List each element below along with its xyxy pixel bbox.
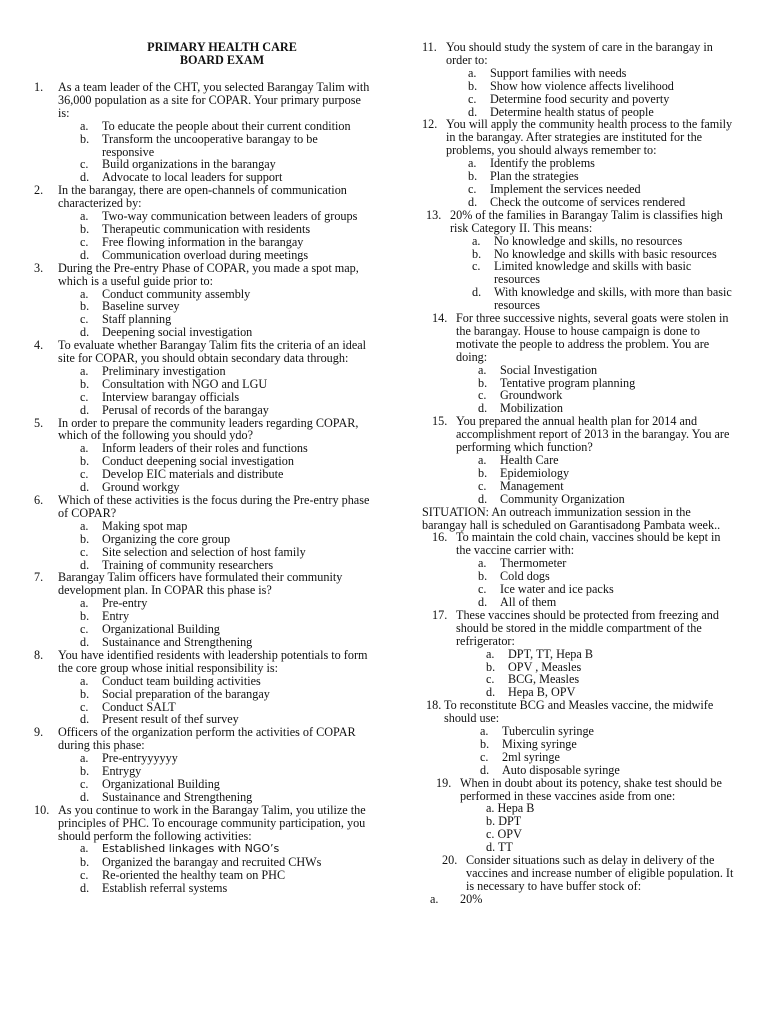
- option-label: b.: [480, 736, 490, 751]
- option-text: Plan the strategies: [490, 169, 579, 184]
- question-number: 13.: [426, 207, 442, 222]
- question-number: 10.: [34, 802, 50, 817]
- option-text: Entrygy: [102, 764, 142, 779]
- question-number: 5.: [34, 415, 44, 430]
- option-text: 2ml syringe: [502, 749, 560, 764]
- option-item: [80, 791, 370, 804]
- option-label: b.: [80, 131, 90, 146]
- option-item: [468, 196, 736, 209]
- option-text: Perusal of records of the barangay: [102, 402, 269, 417]
- option-text: Conduct team building activities: [102, 673, 261, 688]
- options-list: [444, 725, 736, 777]
- option-text: Making spot map: [102, 518, 188, 533]
- option-label: d.: [468, 104, 478, 119]
- question-text: In the barangay, there are open-channels of communication characterized by:: [58, 183, 347, 211]
- option-label: d.: [486, 685, 496, 700]
- option-text: Establish referral systems: [102, 881, 228, 896]
- question-text: To reconstitute BCG and Measles vaccine, the midwife should use:: [444, 698, 714, 726]
- options-list: [58, 442, 370, 494]
- options-list: [456, 454, 736, 506]
- option-text: Check the outcome of services rendered: [490, 194, 686, 209]
- option-text: No knowledge and skills, no resources: [494, 233, 683, 248]
- option-text: Free flowing information in the barangay: [102, 234, 304, 249]
- option-label: c.: [80, 544, 89, 559]
- exam-title: PRIMARY HEALTH CARE: [147, 40, 297, 54]
- question-number: 9.: [34, 725, 44, 740]
- option-label: d.: [472, 285, 482, 300]
- option-label: b.: [80, 376, 90, 391]
- question-text: As a team leader of the CHT, you selected Barangay Talim with 36,000 population as a site for COPAR. Your primary purpose is:: [58, 80, 370, 120]
- option-item: [472, 260, 736, 286]
- option-text: Tuberculin syringe: [502, 724, 594, 739]
- option-text: Interview barangay officials: [102, 389, 240, 404]
- option-label: b.: [80, 609, 90, 624]
- option-item: [80, 249, 370, 262]
- option-label: b.: [486, 659, 496, 674]
- option-label: a.: [80, 518, 89, 533]
- option-item: [480, 764, 736, 777]
- exam-subtitle: BOARD EXAM: [179, 53, 265, 67]
- question-number: 1.: [34, 80, 44, 94]
- option-label: c.: [80, 389, 89, 404]
- option-label: d.: [478, 401, 488, 416]
- option-label: c.: [80, 776, 89, 791]
- option-label: c.: [480, 749, 489, 764]
- option-text: Pre-entryyyyyy: [102, 751, 178, 766]
- option-text: OPV , Measles: [508, 659, 582, 674]
- option-text: Show how violence affects livelihood: [490, 78, 674, 93]
- option-item: [80, 133, 370, 159]
- option-text: Conduct community assembly: [102, 286, 251, 301]
- option-item: a. Hepa B: [486, 801, 535, 816]
- question-text: To maintain the cold chain, vaccines should be kept in the vaccine carrier with:: [456, 530, 721, 558]
- left-question-list: [34, 81, 370, 895]
- option-label: c.: [80, 312, 89, 327]
- question-number: 6.: [34, 493, 44, 507]
- option-text: Ice water and ice packs: [500, 582, 614, 597]
- option-label: d.: [80, 789, 90, 804]
- question-14: [432, 312, 736, 415]
- option-text: Site selection and selection of host family: [102, 544, 306, 559]
- options-list: [58, 365, 370, 417]
- option-text: Support families with needs: [490, 65, 627, 80]
- option-text: Inform leaders of their roles and functions: [102, 441, 308, 456]
- option-text: Consultation with NGO and LGU: [102, 376, 268, 391]
- option-text: Limited knowledge and skills with basic resources: [494, 259, 692, 287]
- option-text: Thermometer: [500, 556, 567, 571]
- options-list: [58, 842, 370, 895]
- question-number: 18.: [426, 698, 442, 713]
- situation-text: SITUATION: An outreach immunization session in the barangay hall is scheduled on Garantisadong Pambata week..: [422, 504, 721, 532]
- option-label: c.: [80, 699, 89, 714]
- option-label: a.: [478, 453, 487, 467]
- options-list: [58, 288, 370, 340]
- option-text: Established linkages with NGO’s: [102, 842, 280, 856]
- option-label: d.: [80, 480, 90, 495]
- option-item: [80, 842, 370, 856]
- option-label: b.: [478, 569, 488, 584]
- option-text: Training of community researchers: [102, 557, 274, 572]
- option-text: To educate the people about their current condition: [102, 118, 351, 133]
- option-label: b.: [478, 465, 488, 480]
- options-list: [446, 157, 736, 209]
- option-label: a.: [468, 65, 477, 80]
- option-text: Communication overload during meetings: [102, 247, 309, 262]
- option-text: Sustainance and Strengthening: [102, 634, 253, 649]
- option-text: Social preparation of the barangay: [102, 686, 270, 701]
- option-text: Identify the problems: [490, 156, 595, 171]
- options-list: [58, 752, 370, 804]
- option-item: b. DPT: [486, 814, 522, 829]
- option-text: Conduct SALT: [102, 699, 176, 714]
- option-text: 20%: [460, 891, 483, 906]
- option-label: d.: [80, 325, 90, 340]
- options-list: [456, 648, 736, 700]
- option-text: DPT, TT, Hepa B: [508, 646, 593, 661]
- question-text: Which of these activities is the focus during the Pre-entry phase of COPAR?: [58, 493, 370, 520]
- question-8: [34, 649, 370, 726]
- left-column: [34, 41, 370, 895]
- option-label: d.: [80, 247, 90, 262]
- option-label: b.: [80, 686, 90, 701]
- question-number: 14.: [432, 311, 448, 326]
- question-7: [34, 571, 370, 648]
- question-18: [426, 699, 736, 776]
- option-text: Staff planning: [102, 312, 172, 327]
- option-text: Baseline survey: [102, 299, 180, 314]
- option-text: Build organizations in the barangay: [102, 157, 276, 172]
- option-item: c. OPV: [486, 827, 522, 842]
- option-label: a.: [486, 646, 495, 661]
- option-label: b.: [468, 169, 478, 184]
- option-label: c.: [478, 388, 487, 403]
- option-text: Hepa B, OPV: [508, 685, 576, 700]
- option-label: d.: [468, 194, 478, 209]
- question-text: In order to prepare the community leaders regarding COPAR, which of the following you should ydo?: [58, 415, 359, 443]
- options-list: [58, 120, 370, 185]
- question-text: Consider situations such as delay in delivery of the vaccines and increase number of eligible population. It is necessary to have buffer stock of:: [466, 853, 734, 893]
- option-label: a.: [80, 673, 89, 688]
- option-text: Two-way communication between leaders of groups: [102, 209, 358, 224]
- question-text: As you continue to work in the Barangay Talim, you utilize the principles of PHC. To encourage community participation, you should perform the following activities:: [58, 802, 366, 843]
- option-text: Develop EIC materials and distribute: [102, 467, 284, 482]
- option-label: a.: [478, 362, 487, 377]
- option-text: Organizing the core group: [102, 531, 231, 546]
- option-label: d.: [478, 594, 488, 609]
- options-list: [446, 67, 736, 119]
- option-label: b.: [80, 531, 90, 546]
- option-label: a.: [80, 286, 89, 301]
- question-5: [34, 417, 370, 494]
- question-15: [432, 415, 736, 505]
- question-text: You should study the system of care in the barangay in order to:: [446, 40, 713, 67]
- option-label: c.: [80, 467, 89, 482]
- option-label: d.: [80, 402, 90, 417]
- question-16: [432, 531, 736, 608]
- question-text: You have identified residents with leadership potentials to form the core group whose initial responsibility is:: [58, 647, 368, 675]
- option-text: Organized the barangay and recruited CHWs: [102, 855, 322, 870]
- option-label: d.: [80, 881, 90, 896]
- option-text: Determine food security and poverty: [490, 91, 670, 106]
- option-label: c.: [472, 259, 481, 274]
- question-13: [426, 209, 736, 312]
- option-label: a.: [80, 118, 89, 133]
- option-label: a.: [478, 556, 487, 571]
- options-list: [58, 520, 370, 572]
- option-text: Transform the uncooperative barangay to be responsive: [102, 131, 318, 159]
- options-list: [456, 364, 736, 416]
- option-item: [80, 882, 370, 895]
- option-text: All of them: [500, 594, 557, 609]
- option-label: d.: [80, 557, 90, 572]
- option-text: Therapeutic communication with residents: [102, 221, 311, 236]
- option-label: c.: [468, 91, 477, 106]
- question-text: You will apply the community health process to the family in the barangay. After strategies are instituted for the problems, you should always remember to:: [446, 117, 733, 158]
- option-text: Auto disposable syringe: [502, 762, 620, 777]
- option-text: Groundwork: [500, 388, 563, 403]
- question-number: 3.: [34, 260, 44, 275]
- option-label: c.: [468, 181, 477, 196]
- question-text: When in doubt about its potency, shake test should be performed in these vaccines aside from one:: [460, 775, 722, 803]
- question-number: 4.: [34, 338, 44, 353]
- option-text: Mobilization: [500, 401, 563, 416]
- question-number: 17.: [432, 607, 448, 622]
- option-label: b.: [80, 855, 90, 870]
- option-label: b.: [80, 454, 90, 469]
- option-label: c.: [486, 672, 495, 687]
- right-column: [416, 41, 736, 906]
- question-6: [34, 494, 370, 571]
- option-label: d.: [478, 491, 488, 506]
- option-item: [478, 596, 736, 609]
- option-item: [478, 493, 736, 506]
- option-label: d.: [80, 634, 90, 649]
- option-text: Present result of thef survey: [102, 712, 239, 727]
- question-12: [422, 118, 736, 208]
- question-number: 11.: [422, 40, 437, 54]
- option-text: BCG, Measles: [508, 672, 580, 687]
- option-text: Conduct deepening social investigation: [102, 454, 294, 469]
- option-label: c.: [80, 157, 89, 172]
- question-4: [34, 339, 370, 416]
- question-text: You prepared the annual health plan for 2014 and accomplishment report of 2013 in the barangay. You are performing which function?: [456, 414, 730, 455]
- option-text: With knowledge and skills, with more than basic resources: [494, 285, 732, 313]
- option-label: b.: [472, 246, 482, 261]
- exam-header: [74, 41, 370, 67]
- options-list: [456, 557, 736, 609]
- question-19: [436, 777, 736, 854]
- option-label: d.: [80, 712, 90, 727]
- question-number: 16.: [432, 530, 448, 545]
- option-text: No knowledge and skills with basic resources: [494, 246, 717, 261]
- question-11: [422, 41, 736, 118]
- option-text: Community Organization: [500, 491, 625, 506]
- option-label: d.: [80, 170, 90, 185]
- question-number: 2.: [34, 183, 44, 198]
- option-text: Implement the services needed: [490, 181, 641, 196]
- question-text: Officers of the organization perform the activities of COPAR during this phase:: [58, 725, 356, 753]
- options-list: [450, 235, 736, 312]
- option-label: a.: [80, 209, 89, 224]
- options-list: [58, 675, 370, 727]
- option-text: Preliminary investigation: [102, 363, 226, 378]
- option-text: Tentative program planning: [500, 375, 636, 390]
- option-text: Ground workgy: [102, 480, 180, 495]
- option-text: Management: [500, 478, 564, 493]
- option-text: Organizational Building: [102, 622, 220, 637]
- option-label: b.: [468, 78, 478, 93]
- option-label: c.: [80, 622, 89, 637]
- question-number: 15.: [432, 414, 448, 429]
- option-text: Health Care: [500, 453, 559, 467]
- question-3: [34, 262, 370, 339]
- option-label: b.: [478, 375, 488, 390]
- question-20: [442, 854, 736, 893]
- option-label: a.: [430, 891, 439, 906]
- option-text: Organizational Building: [102, 776, 220, 791]
- option-label: b.: [80, 299, 90, 314]
- question-17: [432, 609, 736, 699]
- question-text: Barangay Talim officers have formulated their community development plan. In COPAR this phase is?: [58, 570, 343, 598]
- question-1: [34, 81, 370, 184]
- option-text: Sustainance and Strengthening: [102, 789, 253, 804]
- option-label: a.: [80, 841, 89, 856]
- options-list: [58, 210, 370, 262]
- option-label: c.: [80, 868, 89, 883]
- question-number: 19.: [436, 775, 452, 790]
- option-label: a.: [80, 751, 89, 766]
- question-text: To evaluate whether Barangay Talim fits the criteria of an ideal site for COPAR, you should obtain secondary data through:: [58, 338, 367, 366]
- option-text: Mixing syringe: [502, 736, 577, 751]
- option-item: [472, 286, 736, 312]
- question-number: 8.: [34, 647, 44, 662]
- option-text: Pre-entry: [102, 596, 148, 611]
- question-text: 20% of the families in Barangay Talim is classifies high risk Category II. This means:: [450, 207, 723, 235]
- option-label: b.: [80, 221, 90, 236]
- question-number: 7.: [34, 570, 44, 585]
- option-item: [80, 636, 370, 649]
- option-label: c.: [80, 234, 89, 249]
- option-label: b.: [80, 764, 90, 779]
- option-label: a.: [80, 363, 89, 378]
- option-text: Epidemiology: [500, 465, 570, 480]
- option-label: a.: [472, 233, 481, 248]
- option-text: Determine health status of people: [490, 104, 654, 119]
- question-number: 20.: [442, 853, 458, 868]
- option-text: Deepening social investigation: [102, 325, 253, 340]
- option-text: Re-oriented the healthy team on PHC: [102, 868, 286, 883]
- option-label: d.: [480, 762, 490, 777]
- option-text: Cold dogs: [500, 569, 550, 584]
- option-item: [430, 893, 736, 906]
- option-text: Social Investigation: [500, 362, 598, 377]
- option-text: Advocate to local leaders for support: [102, 170, 283, 185]
- question-text: For three successive nights, several goats were stolen in the barangay. House to house campaign is done to motivate the people to address the problem. You are doing:: [456, 311, 729, 364]
- option-text: Entry: [102, 609, 130, 624]
- option-label: a.: [80, 596, 89, 611]
- options-list: [58, 597, 370, 649]
- question-number: 12.: [422, 117, 438, 132]
- question-text: During the Pre-entry Phase of COPAR, you made a spot map, which is a useful guide prior to:: [58, 260, 359, 288]
- option-label: c.: [478, 478, 487, 493]
- question-text: These vaccines should be protected from freezing and should be stored in the middle compartment of the refrigerator:: [456, 607, 719, 648]
- question-9: [34, 726, 370, 803]
- option-label: a.: [468, 156, 477, 171]
- option-item: d. TT: [486, 840, 513, 855]
- option-label: a.: [80, 441, 89, 456]
- question-2: [34, 184, 370, 261]
- option-label: a.: [480, 724, 489, 739]
- option-item: [80, 404, 370, 417]
- options-list: [460, 802, 736, 854]
- question-10: [34, 804, 370, 895]
- option-label: c.: [478, 582, 487, 597]
